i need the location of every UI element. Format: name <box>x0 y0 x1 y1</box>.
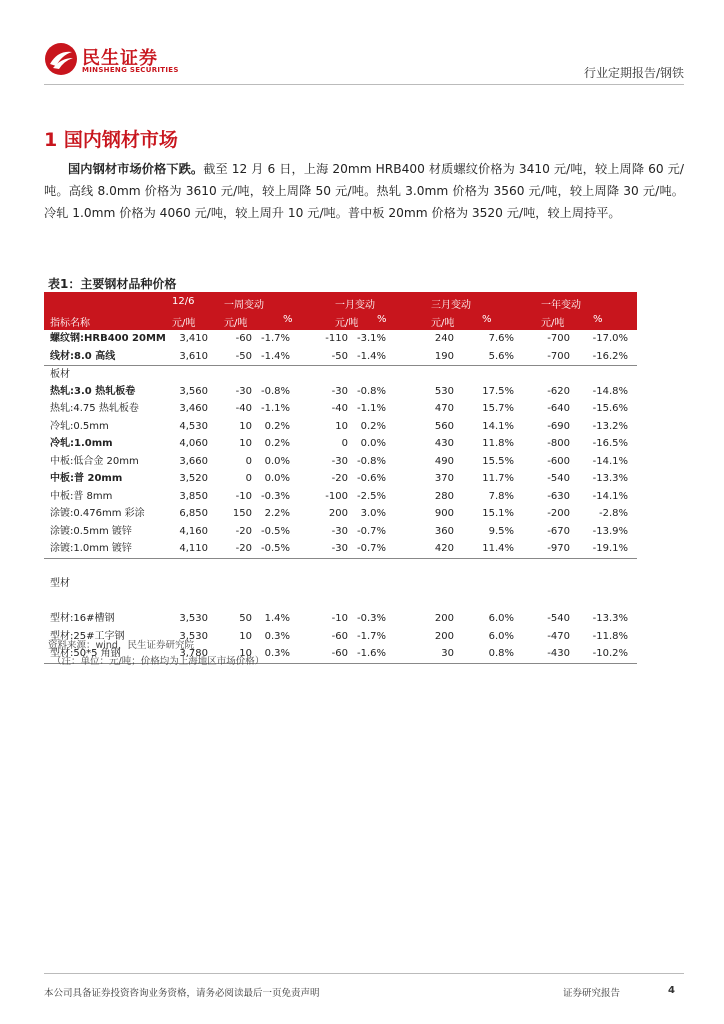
table-body <box>44 330 637 663</box>
row-value: -13.9% <box>592 525 628 537</box>
row-value: -16.5% <box>592 438 628 449</box>
table-header <box>44 292 637 330</box>
row-value: -10 <box>331 613 348 624</box>
header-week-change: 一周变动 <box>224 300 264 311</box>
row-value: -30 <box>235 385 252 397</box>
row-value: -2.8% <box>598 508 628 519</box>
row-value: 11.8% <box>482 438 514 449</box>
row-value: 470 <box>434 403 454 414</box>
row-value: 10 <box>239 420 252 432</box>
row-value: -60 <box>331 648 348 659</box>
row-value: 14.1% <box>482 420 514 432</box>
row-value: 5.6% <box>488 350 514 362</box>
row-value: -800 <box>547 438 570 449</box>
row-value: -14.1% <box>592 490 628 502</box>
header-date: 12/6 <box>172 296 195 307</box>
header-month-change: 一月变动 <box>335 300 375 311</box>
logo-text-en: MINSHENG SECURITIES <box>82 66 179 74</box>
row-value: 10 <box>239 630 252 642</box>
header-unit: 元/吨 <box>224 318 248 329</box>
row-value: -30 <box>331 525 348 537</box>
row-value: 190 <box>434 350 454 362</box>
row-value: -200 <box>547 508 570 519</box>
row-value: 30 <box>441 648 454 659</box>
row-value: 370 <box>434 473 454 484</box>
row-label: 热轧:4.75 热轧板卷 <box>50 403 139 414</box>
row-value: 15.1% <box>482 508 514 519</box>
row-label: 型材:50*5 角钢 <box>50 648 121 659</box>
row-value: -10 <box>235 490 252 502</box>
row-value: -40 <box>331 403 348 414</box>
row-value: 9.5% <box>488 525 514 537</box>
report-type: 行业定期报告/钢铁 <box>583 66 684 80</box>
row-value: -690 <box>547 420 570 432</box>
row-value: 3,460 <box>179 403 208 414</box>
header-year-change: 一年变动 <box>541 300 581 311</box>
row-label: 线材:8.0 高线 <box>50 350 116 362</box>
row-value: 0.2% <box>360 420 386 432</box>
row-value: -14.1% <box>592 455 628 467</box>
table-row <box>44 470 637 488</box>
section-title: 1 国内钢材市场 <box>44 129 178 151</box>
row-value: 560 <box>434 420 454 432</box>
row-value: 11.7% <box>482 473 514 484</box>
row-value: -40 <box>235 403 252 414</box>
row-value: -100 <box>325 490 348 502</box>
row-value: -0.8% <box>260 385 290 397</box>
row-value: 0 <box>245 455 252 467</box>
row-value: -3.1% <box>356 333 386 344</box>
table-row <box>44 348 637 366</box>
row-value: 15.5% <box>482 455 514 467</box>
row-label: 型材:25#工字钢 <box>50 630 125 642</box>
row-value: -1.4% <box>356 350 386 362</box>
row-value: 3,520 <box>179 473 208 484</box>
header-unit: 元/吨 <box>172 318 196 329</box>
header-divider <box>44 84 684 85</box>
row-value: 0 <box>245 473 252 484</box>
row-value: 200 <box>434 630 454 642</box>
row-value: -670 <box>547 525 570 537</box>
table-row <box>44 453 637 471</box>
table-row <box>44 400 637 418</box>
row-label: 涂镀:0.5mm 镀锌 <box>50 525 132 537</box>
row-value: 6.0% <box>488 630 514 642</box>
row-value: 10 <box>239 438 252 449</box>
row-value: 3,530 <box>179 630 208 642</box>
row-value: -1.1% <box>260 403 290 414</box>
header-pct: % <box>283 314 293 325</box>
row-value: -19.1% <box>592 543 628 554</box>
row-value: 10 <box>335 420 348 432</box>
row-value: -1.6% <box>356 648 386 659</box>
row-value: 3,660 <box>179 455 208 467</box>
row-value: -20 <box>331 473 348 484</box>
row-value: 50 <box>239 613 252 624</box>
row-value: -10.2% <box>592 648 628 659</box>
row-value: 900 <box>434 508 454 519</box>
table-row <box>44 505 637 523</box>
price-table <box>44 292 637 664</box>
table-row <box>44 593 637 611</box>
row-value: 3,530 <box>179 613 208 624</box>
row-value: -0.8% <box>356 385 386 397</box>
row-label: 型材:16#槽钢 <box>50 613 115 624</box>
row-value: -470 <box>547 630 570 642</box>
row-value: -620 <box>547 385 570 397</box>
row-label: 涂镀:0.476mm 彩涂 <box>50 508 145 519</box>
table-row <box>44 610 637 628</box>
row-value: -1.4% <box>260 350 290 362</box>
row-value: 0.0% <box>264 473 290 484</box>
header-pct: % <box>377 314 387 325</box>
row-value: 1.4% <box>264 613 290 624</box>
header-pct: % <box>593 314 603 325</box>
row-value: 0.0% <box>264 455 290 467</box>
row-value: -110 <box>325 333 348 344</box>
row-value: 200 <box>328 508 348 519</box>
row-value: -2.5% <box>356 490 386 502</box>
row-value: 15.7% <box>482 403 514 414</box>
row-value: 420 <box>434 543 454 554</box>
row-label: 热轧:3.0 热轧板卷 <box>50 385 136 397</box>
logo-text-cn: 民生证券 <box>82 48 158 69</box>
table-row <box>44 383 637 401</box>
row-value: -1.1% <box>356 403 386 414</box>
row-label: 中板:低合金 20mm <box>50 455 139 467</box>
row-value: -0.3% <box>356 613 386 624</box>
row-value: -20 <box>235 525 252 537</box>
row-value: 17.5% <box>482 385 514 397</box>
table-row <box>44 523 637 541</box>
row-value: 490 <box>434 455 454 467</box>
header-pct: % <box>482 314 492 325</box>
footer-label: 证券研究报告 <box>563 988 621 999</box>
table-row <box>44 418 637 436</box>
row-value: 280 <box>434 490 454 502</box>
row-label: 板材 <box>50 369 70 380</box>
row-value: 150 <box>232 508 252 519</box>
row-value: -0.8% <box>356 455 386 467</box>
row-value: -13.3% <box>592 613 628 624</box>
header-indicator-name: 指标名称 <box>50 318 90 329</box>
header-unit: 元/吨 <box>431 318 455 329</box>
row-label: 冷轧:0.5mm <box>50 420 109 432</box>
header-unit: 元/吨 <box>335 318 359 329</box>
footer-disclaimer: 本公司具备证券投资咨询业务资格，请务必阅读最后一页免责声明 <box>44 988 320 999</box>
page-number: 4 <box>668 985 675 996</box>
row-value: -0.5% <box>260 525 290 537</box>
table-row <box>44 575 637 593</box>
row-value: -0.6% <box>356 473 386 484</box>
row-value: -17.0% <box>592 333 628 344</box>
row-value: -15.6% <box>592 403 628 414</box>
row-value: -0.7% <box>356 525 386 537</box>
row-value: -60 <box>331 630 348 642</box>
row-value: -14.8% <box>592 385 628 397</box>
row-value: 2.2% <box>264 508 290 519</box>
table-row <box>44 330 637 348</box>
row-value: 4,160 <box>179 525 208 537</box>
row-value: 6,850 <box>179 508 208 519</box>
row-value: 6.0% <box>488 613 514 624</box>
row-value: 0 <box>341 438 348 449</box>
row-value: -0.3% <box>260 490 290 502</box>
row-value: 0.0% <box>360 438 386 449</box>
row-value: -0.5% <box>260 543 290 554</box>
row-value: 3,560 <box>179 385 208 397</box>
table-note: （注：单位：元/吨；价格均为上海地区市场价格） <box>52 656 265 667</box>
row-value: 7.8% <box>488 490 514 502</box>
row-value: -30 <box>331 543 348 554</box>
row-value: -20 <box>235 543 252 554</box>
row-value: 0.3% <box>264 630 290 642</box>
row-value: -600 <box>547 455 570 467</box>
row-value: 11.4% <box>482 543 514 554</box>
row-value: -540 <box>547 473 570 484</box>
row-value: 0.2% <box>264 420 290 432</box>
row-value: 3,610 <box>179 350 208 362</box>
row-label: 螺纹钢:HRB400 20MM <box>50 333 166 344</box>
page-header <box>44 40 684 84</box>
row-label: 中板:普 20mm <box>50 473 123 484</box>
row-label: 涂镀:1.0mm 镀锌 <box>50 543 132 554</box>
row-value: 0.8% <box>488 648 514 659</box>
row-label: 中板:普 8mm <box>50 490 113 502</box>
table-source: 资料来源：wind，民生证券研究院 <box>48 640 194 651</box>
row-value: -13.3% <box>592 473 628 484</box>
row-value: 240 <box>434 333 454 344</box>
table-row <box>44 435 637 453</box>
row-value: -700 <box>547 350 570 362</box>
row-value: 3,410 <box>179 333 208 344</box>
header-unit: 元/吨 <box>541 318 565 329</box>
row-value: -16.2% <box>592 350 628 362</box>
header-three-month-change: 三月变动 <box>431 300 471 311</box>
row-value: 3,780 <box>179 648 208 659</box>
footer-divider <box>44 973 684 974</box>
lead-text: 截至 12 月 6 日，上海 20mm HRB400 材质螺纹价格为 3410 元/吨，较上周降 60 元/吨。高线 8.0mm 价格为 3610 元/吨，较上周降 50 元/吨。热轧 3.0mm 价格为 3560 元/吨，较上周降 30 元/吨。冷轧 1.0mm 价格为 4060 元/吨，较上周升 10 元/吨。普中板 20mm 价格为 3520 元/吨，较上周持平。 <box>44 162 685 220</box>
table-row <box>44 540 637 558</box>
table-title: 表1：主要钢材品种价格 <box>48 277 177 291</box>
row-value: -700 <box>547 333 570 344</box>
row-value: -430 <box>547 648 570 659</box>
row-value: -970 <box>547 543 570 554</box>
row-value: 10 <box>239 648 252 659</box>
row-value: -60 <box>235 333 252 344</box>
row-value: 7.6% <box>488 333 514 344</box>
row-value: -1.7% <box>356 630 386 642</box>
row-value: 360 <box>434 525 454 537</box>
body-paragraph <box>44 158 684 224</box>
row-value: 3,850 <box>179 490 208 502</box>
row-value: -0.7% <box>356 543 386 554</box>
row-value: -30 <box>331 385 348 397</box>
minsheng-logo-icon <box>44 42 78 76</box>
row-value: 530 <box>434 385 454 397</box>
row-value: 4,530 <box>179 420 208 432</box>
row-value: -50 <box>235 350 252 362</box>
row-value: -13.2% <box>592 420 628 432</box>
row-value: 0.3% <box>264 648 290 659</box>
lead-bold-text: 国内钢材市场价格下跌。 <box>68 162 204 176</box>
row-label: 冷轧:1.0mm <box>50 438 113 449</box>
row-value: -640 <box>547 403 570 414</box>
row-value: 4,110 <box>179 543 208 554</box>
row-value: -1.7% <box>260 333 290 344</box>
row-value: 200 <box>434 613 454 624</box>
row-value: 3.0% <box>360 508 386 519</box>
row-value: 4,060 <box>179 438 208 449</box>
row-value: -11.8% <box>592 630 628 642</box>
row-value: 0.2% <box>264 438 290 449</box>
row-value: -630 <box>547 490 570 502</box>
table-row <box>44 558 637 576</box>
row-value: -30 <box>331 455 348 467</box>
row-value: -540 <box>547 613 570 624</box>
table-row <box>44 365 637 383</box>
table-row <box>44 488 637 506</box>
row-value: 430 <box>434 438 454 449</box>
row-value: -50 <box>331 350 348 362</box>
row-label: 型材 <box>50 578 70 589</box>
